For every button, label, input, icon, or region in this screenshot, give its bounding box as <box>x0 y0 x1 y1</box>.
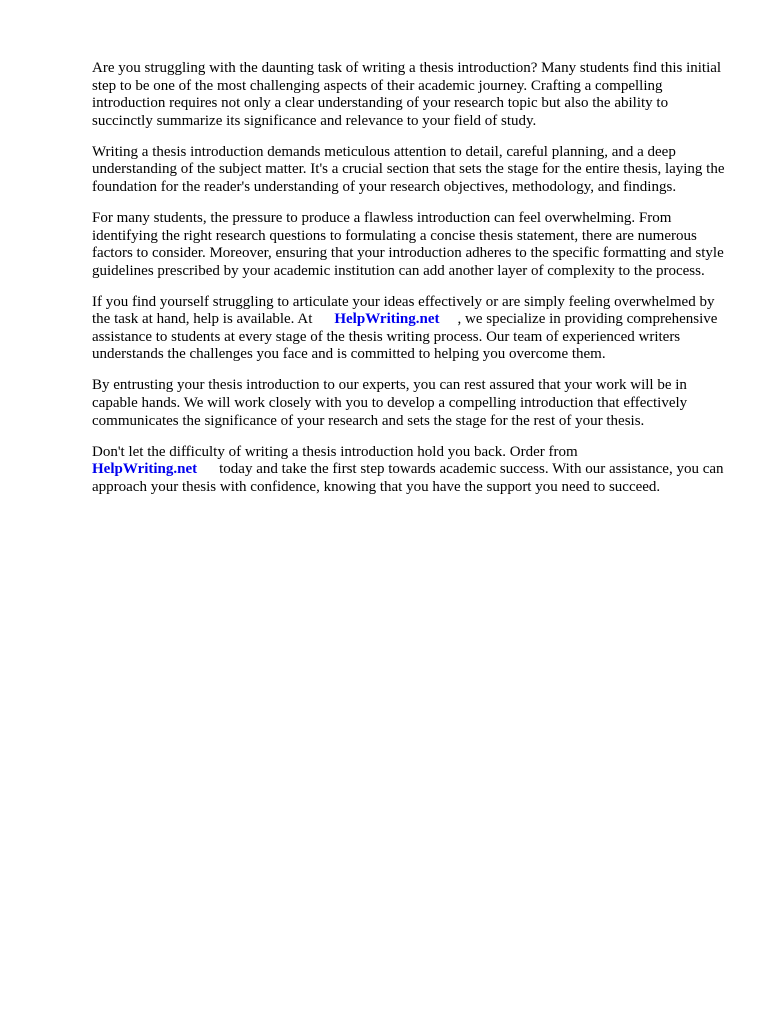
document-page <box>92 60 732 510</box>
paragraph-help-text-after: , we specialize in providing comprehensive assistance to students at every stage of the thesis writing process. Our team of experienced writers understands the challenges you face and is committed to helping you overcome them. <box>92 311 718 363</box>
paragraph-help-text-before: If you find yourself struggling to articulate your ideas effectively or are simply feeling overwhelmed by the task at hand, help is available. At <box>92 293 715 328</box>
paragraph-intro: Are you struggling with the daunting task of writing a thesis introduction? Many students find this initial step to be one of the most challenging aspects of their academic journey. Crafting a compelling introduction requires not only a clear understanding of your research topic but also the ability to succinctly summarize its significance and relevance to your field of study. <box>92 60 722 129</box>
paragraph-pressure: For many students, the pressure to produce a flawless introduction can feel overwhelming. From identifying the right research questions to formulating a concise thesis statement, there are numerous factors to consider. Moreover, ensuring that your introduction adheres to the specific formatting and style guidelines prescribed by your academic institution can add another layer of complexity to the process. <box>92 209 724 279</box>
paragraph-help <box>92 294 732 364</box>
paragraph-demands: Writing a thesis introduction demands meticulous attention to detail, careful planning, and a deep understanding of the subject matter. It's a crucial section that sets the stage for the entire thesis, laying the foundation for the reader's understanding of your research objectives, methodology, and findings. <box>92 143 725 195</box>
paragraph-order-text-before: Don't let the difficulty of writing a thesis introduction hold you back. Order from <box>92 443 578 460</box>
paragraph-order <box>92 444 732 497</box>
helpwriting-link[interactable]: HelpWriting.net <box>334 311 440 328</box>
helpwriting-link-order[interactable]: HelpWriting.net <box>92 461 198 478</box>
paragraph-entrusting: By entrusting your thesis introduction to our experts, you can rest assured that your work will be in capable hands. We will work closely with you to develop a compelling introduction that effectively communicates the significance of your research and sets the stage for the rest of your thesis. <box>92 377 688 429</box>
paragraph-order-text-after: today and take the first step towards academic success. With our assistance, you can approach your thesis with confidence, knowing that you have the support you need to succeed. <box>92 461 724 495</box>
